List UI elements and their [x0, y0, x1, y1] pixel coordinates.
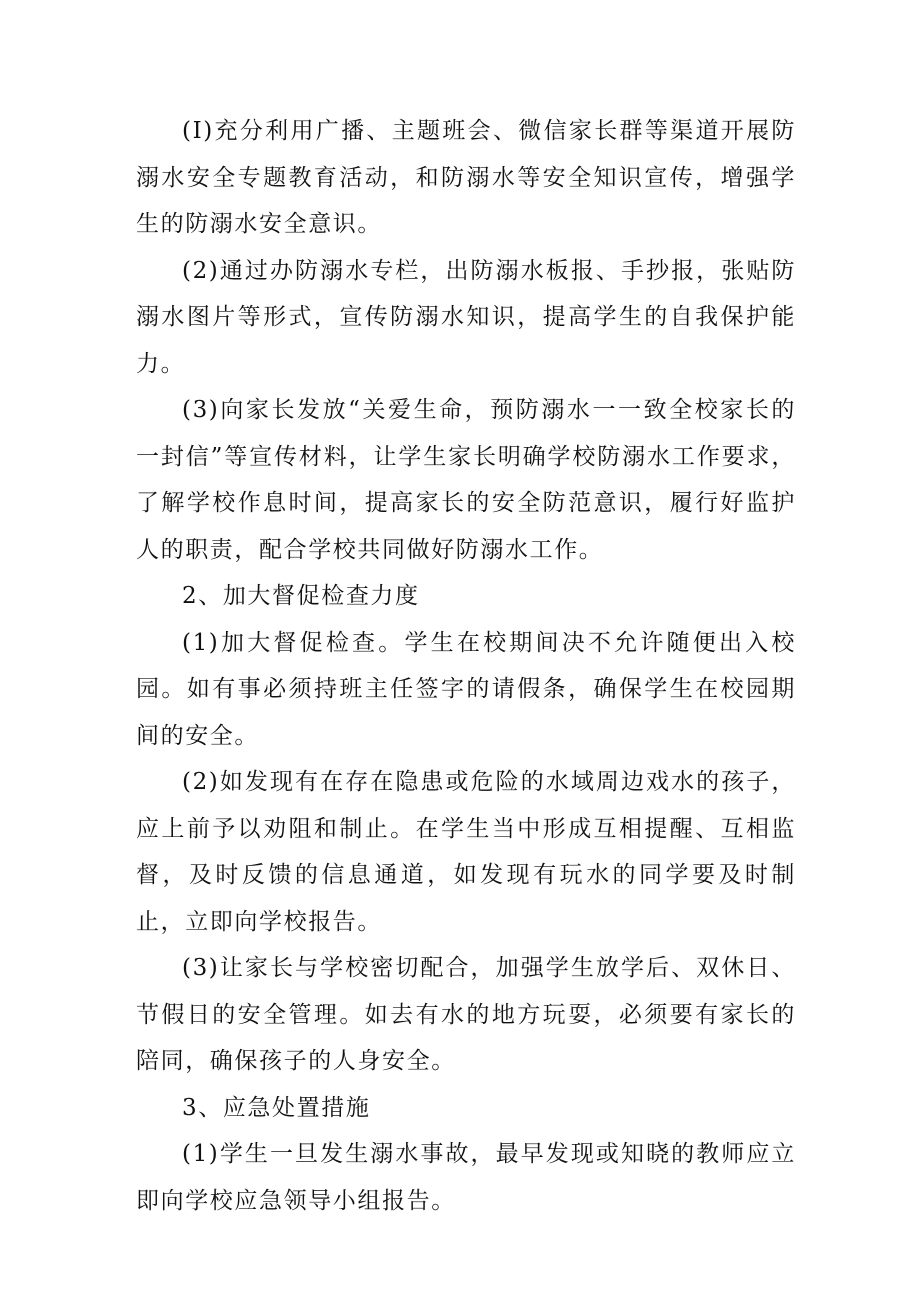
- paragraph-emergency-report: (1)学生一旦发生溺水事故，最早发现或知晓的教师应立即向学校应急领导小组报告。: [136, 1141, 796, 1214]
- paragraph-bulletin-boards: (2)通过办防溺水专栏，出防溺水板报、手抄报，张贴防溺水图片等形式，宣传防溺水知识，提高学生的自我保护能力。: [136, 257, 796, 377]
- paragraph-dissuade-children: (2)如发现有在存在隐患或危险的水域周边戏水的孩子，应上前予以劝阻和制止。在学生当中形成互相提醒、互相监督，及时反馈的信息通道，如发现有玩水的同学要及时制止，立即向学校报告。: [136, 769, 796, 935]
- section-heading-emergency: 3、应急处置措施: [182, 1094, 371, 1121]
- paragraph-parent-letter: (3)向家长发放“关爱生命，预防溺水一一致全校家长的一封信”等宣传材料，让学生家长明确学校防溺水工作要求，了解学校作息时间，提高家长的安全防范意识，履行好监护人的职责，配合学校共同做好防溺水工作。: [136, 397, 796, 563]
- section-heading-supervision: 2、加大督促检查力度: [182, 583, 420, 609]
- paragraph-parent-cooperation: (3)让家长与学校密切配合，加强学生放学后、双休日、节假日的安全管理。如去有水的地方玩耍，必须要有家长的陪同，确保孩子的人身安全。: [136, 955, 796, 1074]
- paragraph-publicity-channels: (I)充分利用广播、主题班会、微信家长群等渠道开展防溺水安全专题教育活动，和防溺水等安全知识宣传，增强学生的防溺水安全意识。: [136, 118, 796, 237]
- document-body: [136, 108, 796, 1224]
- paragraph-supervision-check: (1)加大督促检查。学生在校期间决不允许随便出入校园。如有事必须持班主任签字的请假条，确保学生在校园期间的安全。: [136, 629, 796, 749]
